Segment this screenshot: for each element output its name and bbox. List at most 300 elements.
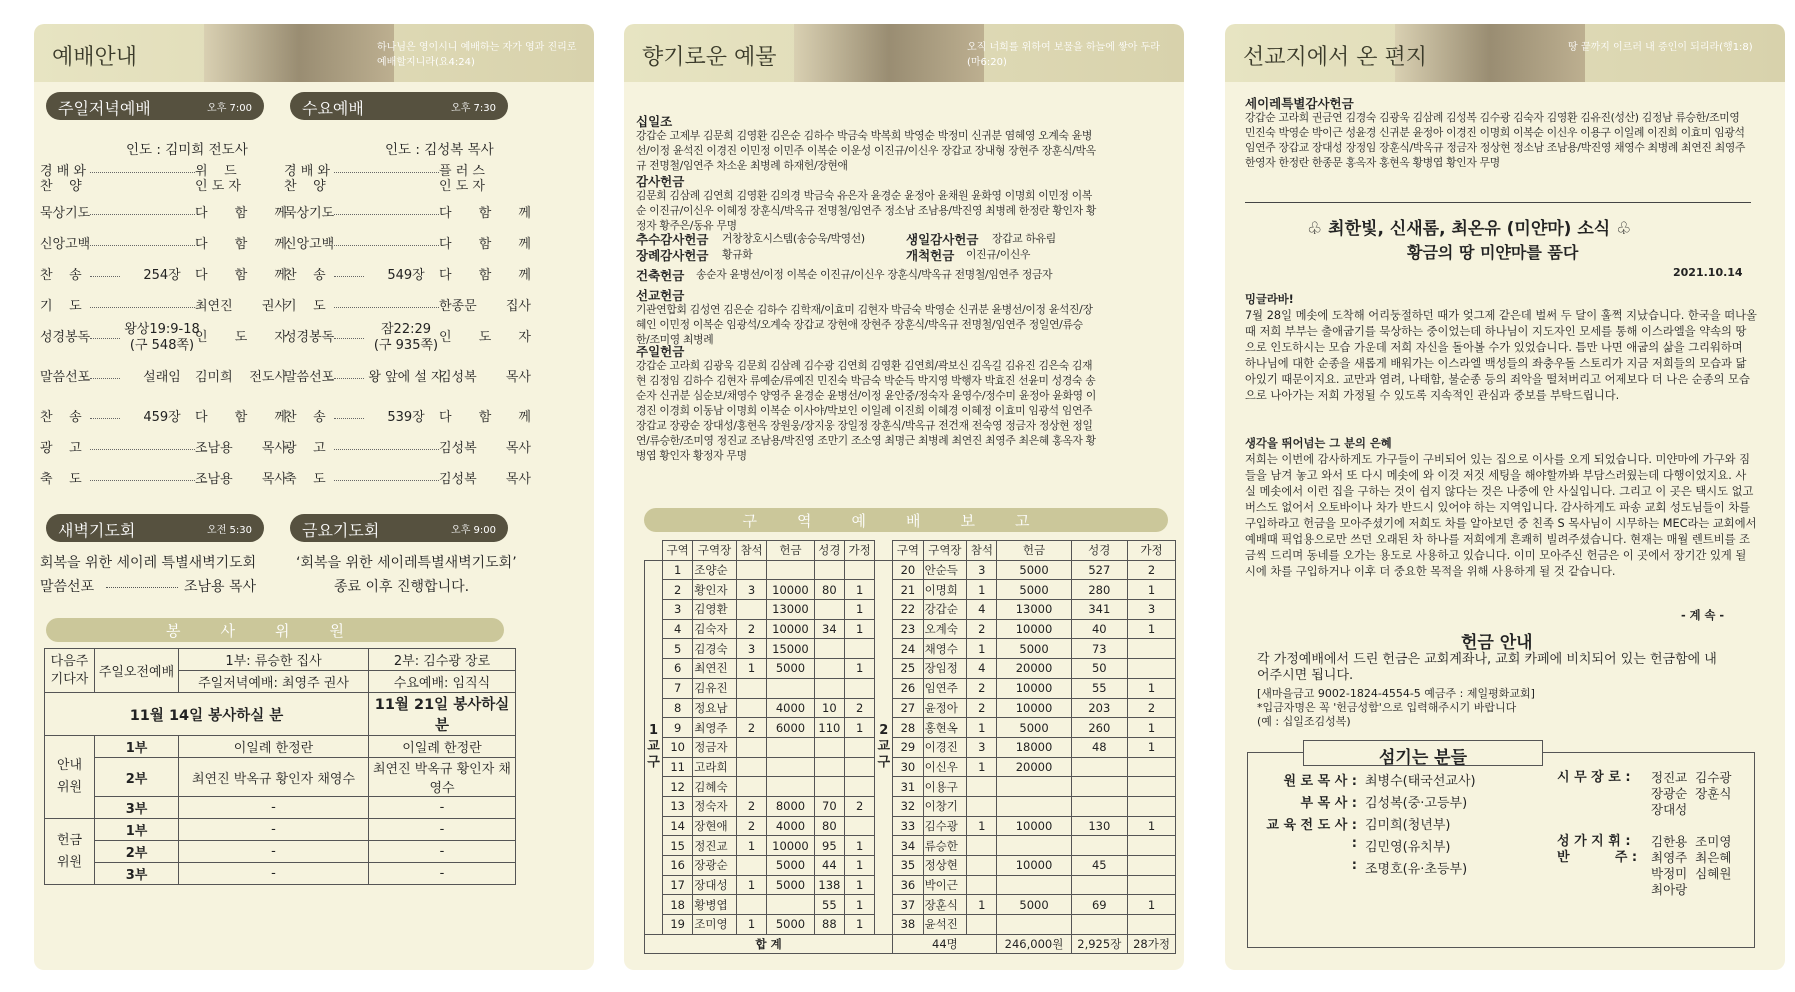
- duty-a: -: [179, 863, 369, 885]
- report-cell: 19: [663, 915, 693, 935]
- report-cell: 12: [663, 777, 693, 797]
- report-row: [645, 580, 1176, 600]
- report-cell: [967, 875, 997, 895]
- district-report-table: [644, 540, 1176, 954]
- report-cell: 24: [893, 639, 923, 659]
- report-cell: 1: [1128, 737, 1176, 757]
- report-cell: 윤정아: [923, 698, 967, 718]
- report-cell: 2: [967, 678, 997, 698]
- report-cell: 22: [893, 600, 923, 620]
- report-cell: 임연주: [923, 678, 967, 698]
- report-header: 구역: [893, 541, 923, 561]
- service-row: [45, 736, 516, 758]
- report-cell: 2: [845, 698, 875, 718]
- report-cell: 44: [814, 856, 844, 876]
- duty-b: -: [369, 841, 516, 863]
- report-cell: [767, 678, 815, 698]
- staff-name: 조명호(유·초등부): [1365, 862, 1468, 877]
- total-money: 246,000원: [997, 934, 1071, 954]
- sunday-person-9: 조남용 목사: [195, 472, 287, 487]
- offering-section-names: 강갑순 고라희 김광욱 김문희 김삼례 김수광 김연희 김영환 김연희/곽보신 김옥길 김유진 김은숙 김재현 김정임 김하수 김현자 류예순/류예진 민진숙 박금숙 박순득 박지영 박행자 박효진 선윤미 성경숙 송순자 신귀분 심순보/채영수 양영주 윤경순 윤병선/이정 윤안중/정숙자 윤영수/정수미 윤정아 윤화영 이경진 이경희 이동남 이명희 이복순 이사야/박보인 이일례 이진희 이혜경 이혜정 이효미 임광석 임연주 장갑교 장광순 장대성/홍현옥 장원웅/장지웅 장일정 장훈식/박옥규 전건재 전숙영 정금자 정상현 정일연/류승한/조미영 정진교 조남용/박진영 조만기 조소영 최명근 최병례 최연진 최영주 최은혜 홍옥자 황병엽 황인자 황정자 무명: [636, 359, 1096, 462]
- report-row: [645, 718, 1176, 738]
- report-cell: 36: [893, 875, 923, 895]
- header-photo: [204, 24, 394, 82]
- report-cell: [967, 856, 997, 876]
- offering-section-names: 송순자 윤병선/이정 이복순 이진규/이신우 장훈식/박옥규 전명철/임연주 정금자: [696, 268, 1053, 281]
- duty-a: 이일례 한정란: [179, 736, 369, 758]
- total-family: 28가정: [1128, 934, 1176, 954]
- report-cell: [767, 895, 815, 915]
- report-cell: 10: [663, 737, 693, 757]
- report-cell: [1128, 796, 1176, 816]
- report-cell: 10000: [997, 698, 1071, 718]
- report-cell: 5000: [997, 580, 1071, 600]
- report-cell: 20000: [997, 659, 1071, 679]
- sunday-leader-1: [90, 214, 195, 215]
- report-cell: 이명희: [923, 580, 967, 600]
- dawn-line1: 회복을 위한 세이레 특별새벽기도회: [40, 555, 257, 571]
- report-cell: [814, 639, 844, 659]
- wed-label-9: 축 도: [284, 472, 326, 487]
- total-bible: 2,925장: [1071, 934, 1127, 954]
- report-cell: 5000: [997, 718, 1071, 738]
- report-cell: 10000: [767, 619, 815, 639]
- report-cell: 34: [893, 836, 923, 856]
- report-cell: [967, 796, 997, 816]
- report-cell: 김유진: [693, 678, 737, 698]
- report-header: 구역장: [693, 541, 737, 561]
- report-cell: 조양순: [693, 560, 737, 580]
- report-cell: 최연진: [693, 659, 737, 679]
- report-cell: 17: [663, 875, 693, 895]
- wednesday-time: 오후 7:30: [451, 103, 496, 114]
- sunday-person-5: 인 도 자: [195, 330, 287, 345]
- report-cell: 32: [893, 796, 923, 816]
- district-2-label: 2 교 구: [875, 560, 893, 934]
- panel-title: 예배안내: [52, 45, 138, 70]
- staff-role: :: [1351, 836, 1357, 851]
- report-cell: 73: [1071, 639, 1127, 659]
- offering-section-names: 거창창호시스템(송승욱/박영선): [722, 232, 865, 245]
- group-spacer: [875, 541, 893, 561]
- report-cell: 45: [1071, 856, 1127, 876]
- report-cell: 1: [845, 718, 875, 738]
- wed-item-7: 539장: [387, 410, 425, 425]
- sunday-label-9: 축 도: [40, 472, 82, 487]
- report-cell: 3: [663, 600, 693, 620]
- wed-duty: 수요예배: 임직식: [369, 671, 516, 693]
- report-cell: 138: [814, 875, 844, 895]
- offering-section-names: 황규화: [722, 248, 753, 261]
- report-cell: [997, 915, 1071, 935]
- report-cell: 2: [967, 619, 997, 639]
- letter-heading: [1307, 214, 1631, 239]
- letter-greeting: 밍글라바!: [1245, 293, 1294, 306]
- report-cell: 2: [1128, 698, 1176, 718]
- sunday-person-0: 위 드 인 도 자: [195, 164, 241, 194]
- wed-person-9: 김성복 목사: [439, 472, 531, 487]
- wednesday-title: [290, 92, 508, 120]
- report-cell: 1: [736, 875, 766, 895]
- sunday-item-7: 459장: [143, 410, 181, 425]
- report-row: [645, 600, 1176, 620]
- report-cell: 김경숙: [693, 639, 737, 659]
- report-cell: 18000: [997, 737, 1071, 757]
- report-row: [645, 678, 1176, 698]
- staff-name: 김미희(청년부): [1365, 818, 1451, 833]
- friday-time: 오후 9:00: [451, 525, 496, 536]
- report-cell: 홍현옥: [923, 718, 967, 738]
- report-row: [645, 737, 1176, 757]
- report-cell: 35: [893, 856, 923, 876]
- letter-date: 2021.10.14: [1673, 266, 1743, 279]
- report-cell: 1: [736, 915, 766, 935]
- wed-person-7: 다 함 께: [439, 410, 531, 425]
- letter-heading-text: 최한빛, 신새롬, 최온유 (미얀마) 소식: [1328, 219, 1611, 239]
- offering-section-title: 주일헌금: [636, 344, 685, 359]
- report-cell: 1: [845, 915, 875, 935]
- report-cell: 28: [893, 718, 923, 738]
- sunday-label-7: 찬 송: [40, 410, 82, 425]
- report-cell: 1: [845, 580, 875, 600]
- report-cell: 2: [1128, 560, 1176, 580]
- panel-title: 선교지에서 온 편지: [1243, 45, 1428, 70]
- report-row: [645, 875, 1176, 895]
- report-cell: 40: [1071, 619, 1127, 639]
- report-cell: 110: [814, 718, 844, 738]
- report-cell: 1: [967, 639, 997, 659]
- sunday-label-4: 기 도: [40, 299, 82, 314]
- part-label: 2부: [95, 841, 179, 863]
- report-cell: 26: [893, 678, 923, 698]
- report-cell: 34: [814, 619, 844, 639]
- report-cell: [1128, 875, 1176, 895]
- report-cell: 2: [736, 816, 766, 836]
- report-cell: 장임정: [923, 659, 967, 679]
- report-cell: 69: [1071, 895, 1127, 915]
- report-cell: 김수광: [923, 816, 967, 836]
- total-label: 합 계: [645, 934, 893, 954]
- report-cell: 13: [663, 796, 693, 816]
- report-cell: [1128, 856, 1176, 876]
- report-cell: 5000: [767, 659, 815, 679]
- report-cell: 2: [736, 796, 766, 816]
- report-header: 성경: [814, 541, 844, 561]
- sunday-leader-8: [90, 449, 195, 450]
- worship-info-panel: [34, 24, 594, 970]
- dawn-line2-value: 조남용 목사: [184, 579, 257, 595]
- duty-a: 최연진 박옥규 황인자 채영수: [179, 758, 369, 797]
- report-cell: 1: [845, 895, 875, 915]
- staff-name: 김민영(유치부): [1365, 840, 1451, 855]
- wed-label-3: 찬 송: [284, 268, 326, 283]
- report-cell: [845, 777, 875, 797]
- report-cell: 조미영: [693, 915, 737, 935]
- staff-role: 성 가 지 휘 : 반 주 :: [1557, 834, 1638, 865]
- wed-person-4: 한종문 집사: [439, 299, 531, 314]
- report-cell: 9: [663, 718, 693, 738]
- friday-line1: ‘회복을 위한 세이레특별새벽기도회’: [296, 555, 517, 571]
- dawn-time: 오전 5:30: [207, 525, 252, 536]
- report-cell: [814, 757, 844, 777]
- offering-account: [새마을금고 9002-1824-4554-5 예금주 : 제일평화교회]: [1257, 687, 1535, 700]
- wed-person-1: 다 함 께: [439, 206, 531, 221]
- report-cell: [767, 777, 815, 797]
- report-cell: 고라희: [693, 757, 737, 777]
- sunday-leader-2: [90, 245, 195, 246]
- evening-duty: 주일저녁예배: 최영주 권사: [179, 671, 369, 693]
- wed-leader-1: [334, 214, 439, 215]
- report-cell: 1: [1128, 619, 1176, 639]
- report-cell: 38: [893, 915, 923, 935]
- report-cell: [1128, 757, 1176, 777]
- report-row: [645, 619, 1176, 639]
- duty-a: -: [179, 841, 369, 863]
- report-cell: 31: [893, 777, 923, 797]
- report-cell: 1: [1128, 580, 1176, 600]
- report-cell: [736, 560, 766, 580]
- report-cell: 1: [845, 659, 875, 679]
- report-cell: 황인자: [693, 580, 737, 600]
- sunday-person-6: 김미희 전도사: [195, 370, 287, 385]
- wed-leader-8: [334, 449, 439, 450]
- report-cell: 장현애: [693, 816, 737, 836]
- report-cell: 10000: [997, 856, 1071, 876]
- report-cell: 박이근: [923, 875, 967, 895]
- special-offering-title: 세이레특별감사헌금: [1245, 96, 1354, 111]
- report-cell: 130: [1071, 816, 1127, 836]
- report-cell: [736, 600, 766, 620]
- staff-name: 김한용 조미영 최영주 최은혜 박정미 심혜원 최아랑: [1651, 834, 1732, 897]
- offering-guide-text: 각 가정예배에서 드린 헌금은 교회계좌나, 교회 카페에 비치되어 있는 헌금함에 내어주시면 됩니다.: [1257, 652, 1717, 683]
- service-row: [45, 797, 516, 819]
- letter-paragraph-1: 7월 28일 메솟에 도착해 어리둥절하던 때가 엊그제 같은데 벌써 두 달이 훌쩍 지났습니다. 한국을 떠나올 때 저희 부부는 출애굽기를 묵상하는 중이었는데 하나님이 지도자인 모세를 통해 이스라엘을 약속의 땅으로 인도하시는 모습 가운데 저희 자신을 돌아볼 수가 있었습니다. 틈만 나면 애굽의 삶을 그리워하며 하나님에 대한 순종을 새롭게 배워가는 이스라엘 백성들의 좌충우돌 스토리가 지금 저희들의 모습과 닮아있기 때문이지요. 교만과 염려, 나태함, 불순종 등의 죄악을 떨쳐버리고 어제보다 더 나은 순종의 모습으로 나아가는 저희 가정될 수 있도록 지속적인 관심과 중보를 부탁드립니다.: [1245, 309, 1757, 402]
- panel-header: [1225, 24, 1785, 82]
- report-row: [645, 698, 1176, 718]
- offering-section-names: 이진규/이신우: [966, 248, 1031, 261]
- dawn-prayer-title: [46, 514, 264, 542]
- service-committee-table: [44, 648, 516, 885]
- report-cell: 70: [814, 796, 844, 816]
- header-photo: [794, 24, 984, 82]
- report-cell: [736, 777, 766, 797]
- report-cell: [845, 737, 875, 757]
- report-cell: 안순득: [923, 560, 967, 580]
- report-cell: 203: [1071, 698, 1127, 718]
- wed-leader-4: [334, 307, 439, 308]
- report-cell: 18: [663, 895, 693, 915]
- report-cell: 1: [736, 836, 766, 856]
- letter-heading-2: 생각을 뛰어넘는 그 분의 은혜: [1245, 437, 1392, 450]
- report-cell: [767, 560, 815, 580]
- part2: 2부: 김수광 장로: [369, 649, 516, 671]
- sunday-leader: 인도 : 김미희 전도사: [126, 142, 248, 158]
- report-cell: 4: [663, 619, 693, 639]
- wed-label-8: 광 고: [284, 441, 326, 456]
- report-cell: [845, 678, 875, 698]
- report-row: [645, 639, 1176, 659]
- report-header: 참석: [736, 541, 766, 561]
- report-cell: [845, 560, 875, 580]
- panel-header: [34, 24, 594, 82]
- duty-a: -: [179, 819, 369, 841]
- report-cell: 김혜숙: [693, 777, 737, 797]
- report-cell: 오계숙: [923, 619, 967, 639]
- wed-item-3: 549장: [387, 268, 425, 283]
- report-row: [645, 816, 1176, 836]
- usher-label: 안내 위원: [45, 736, 95, 819]
- report-cell: 10000: [767, 580, 815, 600]
- report-cell: [814, 777, 844, 797]
- report-cell: 55: [814, 895, 844, 915]
- report-cell: 5000: [997, 639, 1071, 659]
- report-cell: 8000: [767, 796, 815, 816]
- date1: 11월 14일 봉사하실 분: [45, 693, 369, 736]
- report-cell: [814, 678, 844, 698]
- report-cell: 15000: [767, 639, 815, 659]
- letter-subheading: 황금의 땅 미얀마를 품다: [1407, 243, 1579, 262]
- date2: 11월 21일 봉사하실 분: [369, 693, 516, 736]
- report-cell: 정요남: [693, 698, 737, 718]
- sunday-person-1: 다 함 께: [195, 206, 287, 221]
- report-cell: 이창기: [923, 796, 967, 816]
- friday-line2: 종료 이후 진행합니다.: [334, 579, 470, 595]
- wed-person-2: 다 함 께: [439, 237, 531, 252]
- report-cell: 3: [967, 737, 997, 757]
- report-row: [645, 915, 1176, 935]
- report-cell: 윤석진: [923, 915, 967, 935]
- report-header: 헌금: [997, 541, 1071, 561]
- district-1-label: 1 교 구: [645, 560, 663, 934]
- part1: 1부: 류승한 집사: [179, 649, 369, 671]
- sunday-item-5: 왕상19:9-18 (구 548쪽): [124, 322, 200, 353]
- offering-section-names: 기관연합회 김성연 김은순 김하수 김학재/이효미 김현자 박금숙 박영순 신귀분 윤병선/이정 윤석진/장혜인 이민정 이복순 임광석/오계숙 장갑교 장현애 장현주 장훈식/박옥규 전명철/임연주 정일연/류승한/조미영 최병례: [636, 303, 1093, 346]
- report-cell: 10: [814, 698, 844, 718]
- report-cell: 14: [663, 816, 693, 836]
- report-row: [645, 856, 1176, 876]
- report-cell: [997, 836, 1071, 856]
- offering-label: 헌금 위원: [45, 819, 95, 885]
- report-cell: 95: [814, 836, 844, 856]
- report-cell: 5000: [997, 560, 1071, 580]
- next-week-label: 다음주 기다자: [45, 649, 95, 693]
- report-cell: 5: [663, 639, 693, 659]
- wed-person-6: 김성복 목사: [439, 370, 531, 385]
- special-offering-names: 강갑순 고라희 권금연 김경숙 김광욱 김삼례 김성복 김수광 김숙자 김영환 김유진(성산) 김정남 류승한/조미영 민진숙 박영순 박이근 성윤경 신귀분 윤정아 이경진 이명희 이복순 이신우 이용구 이일례 이진희 이효미 임광석 임연주 장갑교 장대성 장정임 장훈식/박옥규 정금자 정상현 정소남 조남용/박진영 채영수 최병례 최연진 최영주 한영자 한정란 한종문 홍옥자 홍현옥 황병엽 황인자 무명: [1245, 111, 1746, 169]
- report-cell: [1071, 796, 1127, 816]
- next-service: 주일오전예배: [95, 649, 179, 693]
- offering-section-title: 장례감사헌금: [636, 248, 709, 263]
- report-cell: [967, 836, 997, 856]
- offering-section-title: 십일조: [636, 114, 673, 129]
- report-cell: 10000: [997, 678, 1071, 698]
- report-cell: 4000: [767, 698, 815, 718]
- sunday-item-6: 설래임: [143, 370, 181, 385]
- report-cell: 341: [1071, 600, 1127, 620]
- report-row: [645, 895, 1176, 915]
- report-cell: 21: [893, 580, 923, 600]
- wed-label-1: 묵상기도: [284, 206, 335, 221]
- offering-section-names: 장갑교 하유림: [992, 232, 1056, 245]
- report-cell: 1: [845, 600, 875, 620]
- part-label: 3부: [95, 797, 179, 819]
- wed-person-5: 인 도 자: [439, 330, 531, 345]
- report-cell: 1: [845, 619, 875, 639]
- report-cell: 장광순: [693, 856, 737, 876]
- report-cell: 5000: [997, 895, 1071, 915]
- report-cell: 1: [1128, 678, 1176, 698]
- report-cell: 88: [814, 915, 844, 935]
- report-cell: 30: [893, 757, 923, 777]
- sunday-person-8: 조남용 목사: [195, 441, 287, 456]
- report-cell: 11: [663, 757, 693, 777]
- duty-a: -: [179, 797, 369, 819]
- report-cell: 이경진: [923, 737, 967, 757]
- service-row: [45, 758, 516, 797]
- report-cell: 2: [736, 619, 766, 639]
- report-cell: 1: [1128, 718, 1176, 738]
- report-cell: 6: [663, 659, 693, 679]
- wed-item-6: 왕 앞에 설 자: [368, 370, 444, 385]
- duty-b: 이일례 한정란: [369, 736, 516, 758]
- report-cell: 55: [1071, 678, 1127, 698]
- sunday-leader-4: [90, 307, 195, 308]
- service-committee-bar: 봉사위원: [46, 618, 504, 642]
- dotted-leader: [106, 576, 178, 588]
- report-cell: 류승한: [923, 836, 967, 856]
- report-row: [645, 560, 1176, 580]
- report-header: 헌금: [767, 541, 815, 561]
- report-cell: 10000: [997, 619, 1071, 639]
- report-title-bar: 구역예배보고: [644, 508, 1168, 532]
- report-cell: 6000: [767, 718, 815, 738]
- offering-section-names: 강갑순 고제부 김문희 김영환 김은순 김하수 박금숙 박복희 박영순 박정미 신귀분 염혜영 오계숙 윤병선/이정 윤석진 이경진 이민정 이민주 이복순 이운성 이진규/이신우 장갑교 장내형 장현주 장훈식/박옥규 전명철/임연주 차소운 최병례 하재헌/장현애: [636, 129, 1096, 172]
- letter-paragraph-2: 저희는 이번에 감사하게도 가구들이 구비되어 있는 집으로 이사를 오게 되었습니다. 미얀마에 가구와 짐들을 남겨 놓고 와서 또 다시 메솟에 와 이것 저것 세팅을 해야할까봐 부담스러웠는데 다행이었지요. 사실 메솟에서 이런 집을 구하는 것이 쉽지 않다는 것은 나중에 안 사실입니다. 그리고 이 곳은 택시도 없고 버스도 없어서 오토바이나 차가 반드시 있어야 하는 지역입니다. 감사하게도 파송 교회 성도님들이 차를 구입하라고 헌금을 모아주셨기에 저희도 차를 알아보던 중 친족 S 목사님이 시무하는 MEC라는 교회에서 예배때 픽업용으로만 쓰던 오래된 차 하나를 저희에게 흔쾌히 빌려주셨습니다. 현재는 매월 렌트비를 조금씩 드리며 동네를 오가는 용도로 사용하고 있습니다. 이미 모아주신 헌금은 이 곳에서 장기간 있게 될 시에 차를 구입하거나 이후 더 중요한 목적을 위해 사용하게 될 것 같습니다.: [1245, 453, 1757, 578]
- mission-letter-panel: [1225, 24, 1785, 970]
- wednesday-leader: 인도 : 김성복 목사: [385, 142, 494, 158]
- report-cell: 25: [893, 659, 923, 679]
- offering-section-title: 추수감사헌금: [636, 232, 709, 247]
- report-cell: 527: [1071, 560, 1127, 580]
- wed-label-7: 찬 송: [284, 410, 326, 425]
- staff-title: 섬기는 분들: [1303, 740, 1543, 766]
- header-verse: 땅 끝까지 이르러 내 증인이 되리라(행1:8): [1568, 42, 1753, 53]
- clover-icon: ♧: [1307, 219, 1329, 239]
- letter-continued: - 계 속 -: [1681, 609, 1725, 622]
- report-cell: [736, 737, 766, 757]
- report-cell: 20: [893, 560, 923, 580]
- wednesday-title-text: 수요예배: [302, 99, 364, 118]
- sunday-label-0: 경 배 와 찬 양: [40, 164, 86, 194]
- report-cell: 3: [736, 580, 766, 600]
- report-cell: 3: [967, 560, 997, 580]
- report-row: [645, 757, 1176, 777]
- offering-example: (예 : 십일조김성복): [1257, 715, 1351, 728]
- sunday-evening-title: [46, 92, 264, 120]
- header-verse: 오직 너희를 위하여 보물을 하늘에 쌓아 두라(마6:20): [967, 42, 1160, 68]
- service-row: [45, 863, 516, 885]
- report-cell: [736, 895, 766, 915]
- report-cell: 50: [1071, 659, 1127, 679]
- duty-b: -: [369, 863, 516, 885]
- offering-panel: [624, 24, 1184, 970]
- header-verse: 하나님은 영이시니 예배하는 자가 영과 진리로 예배할지니라(요4:24): [377, 42, 577, 68]
- report-cell: [767, 757, 815, 777]
- report-cell: 29: [893, 737, 923, 757]
- offering-guide-title: 헌금 안내: [1461, 633, 1533, 653]
- report-row: [645, 777, 1176, 797]
- staff-name: 최병수(태국선교사): [1365, 774, 1476, 789]
